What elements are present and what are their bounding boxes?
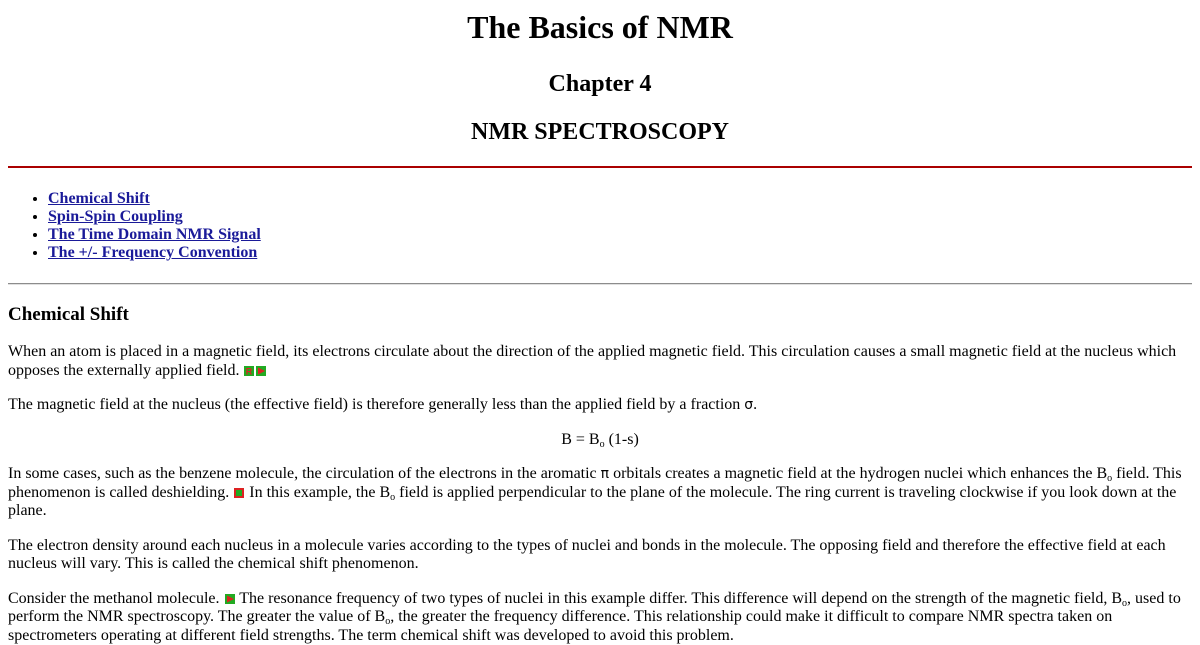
subscript: o xyxy=(1122,598,1127,609)
toc-link-time-domain-signal[interactable]: The Time Domain NMR Signal xyxy=(48,226,261,243)
toc-item xyxy=(48,226,1192,244)
paragraph-text: The resonance frequency of two types of nuclei in this example differ. This difference will depend on the strength of the magnetic field, B xyxy=(236,590,1123,607)
paragraph-text: When an atom is placed in a magnetic field, its electrons circulate about the direction of the applied magnetic field. This circulation causes a small magnetic field at the nucleus which opposes the externally applied field. xyxy=(8,343,1176,379)
subscript: o xyxy=(385,616,390,627)
toc-link-chemical-shift[interactable]: Chemical Shift xyxy=(48,190,150,207)
chapter-subtitle: NMR SPECTROSCOPY xyxy=(8,118,1192,146)
section-divider xyxy=(8,283,1192,285)
svg-text:R: R xyxy=(246,366,253,376)
document-page xyxy=(0,9,1200,645)
reference-icon[interactable] xyxy=(244,366,254,376)
paragraph-text: . xyxy=(753,396,757,413)
sigma-symbol: σ xyxy=(744,397,753,413)
paragraph: The electron density around each nucleus in a molecule varies according to the types of nuclei and bonds in the molecule. The opposing field and therefore the effective field at each nucleus will vary. This is called the chemical shift phenomenon. xyxy=(8,537,1192,574)
paragraph-text: , used to perform the NMR spectroscopy. The greater the value of B xyxy=(8,590,1181,626)
page-title: The Basics of NMR xyxy=(8,9,1192,45)
toc-item xyxy=(48,244,1192,262)
paragraph-text: field is applied perpendicular to the plane of the molecule. The ring current is traveling clockwise if you look down at the plane. xyxy=(8,484,1176,520)
paragraph-text: The magnetic field at the nucleus (the effective field) is therefore generally less than the applied field by a fraction xyxy=(8,396,740,413)
paragraph-text: In some cases, such as the benzene molecule, the circulation of the electrons in the aromatic xyxy=(8,465,597,482)
toc-link-spin-spin-coupling[interactable]: Spin-Spin Coupling xyxy=(48,208,183,225)
paragraph-text: , the greater the frequency difference. This relationship could make it difficult to compare NMR spectra taken on spectrometers operating at different field strengths. The term chemical shift was developed to avoid this problem. xyxy=(8,608,1112,644)
pi-symbol: π xyxy=(601,466,609,482)
paragraph-text: orbitals creates a magnetic field at the hydrogen nuclei which enhances the B xyxy=(613,465,1107,482)
equation-lhs: B = B xyxy=(561,431,599,448)
toc-link-frequency-convention[interactable]: The +/- Frequency Convention xyxy=(48,244,257,261)
subscript: o xyxy=(1107,473,1112,484)
play-animation-icon[interactable] xyxy=(256,366,266,376)
table-of-contents xyxy=(8,190,1192,262)
subscript: o xyxy=(390,492,395,503)
paragraph xyxy=(8,590,1192,645)
toc-item xyxy=(48,190,1192,208)
paragraph-text: Consider the methanol molecule. xyxy=(8,590,220,607)
play-animation-icon[interactable] xyxy=(225,594,235,604)
equation xyxy=(8,431,1192,450)
section-heading: Chemical Shift xyxy=(8,304,1192,326)
paragraph xyxy=(8,396,1192,415)
deshielding-animation-icon[interactable] xyxy=(234,488,244,498)
chapter-heading: Chapter 4 xyxy=(8,70,1192,98)
paragraph-text: field. This phenomenon is called deshielding. xyxy=(8,465,1182,501)
paragraph-text: In this example, the B xyxy=(245,484,390,501)
toc-item xyxy=(48,208,1192,226)
header-divider xyxy=(8,166,1192,168)
equation-subscript: o xyxy=(600,439,605,450)
paragraph xyxy=(8,343,1192,380)
equation-rhs: (1-s) xyxy=(605,431,639,448)
paragraph xyxy=(8,465,1192,521)
